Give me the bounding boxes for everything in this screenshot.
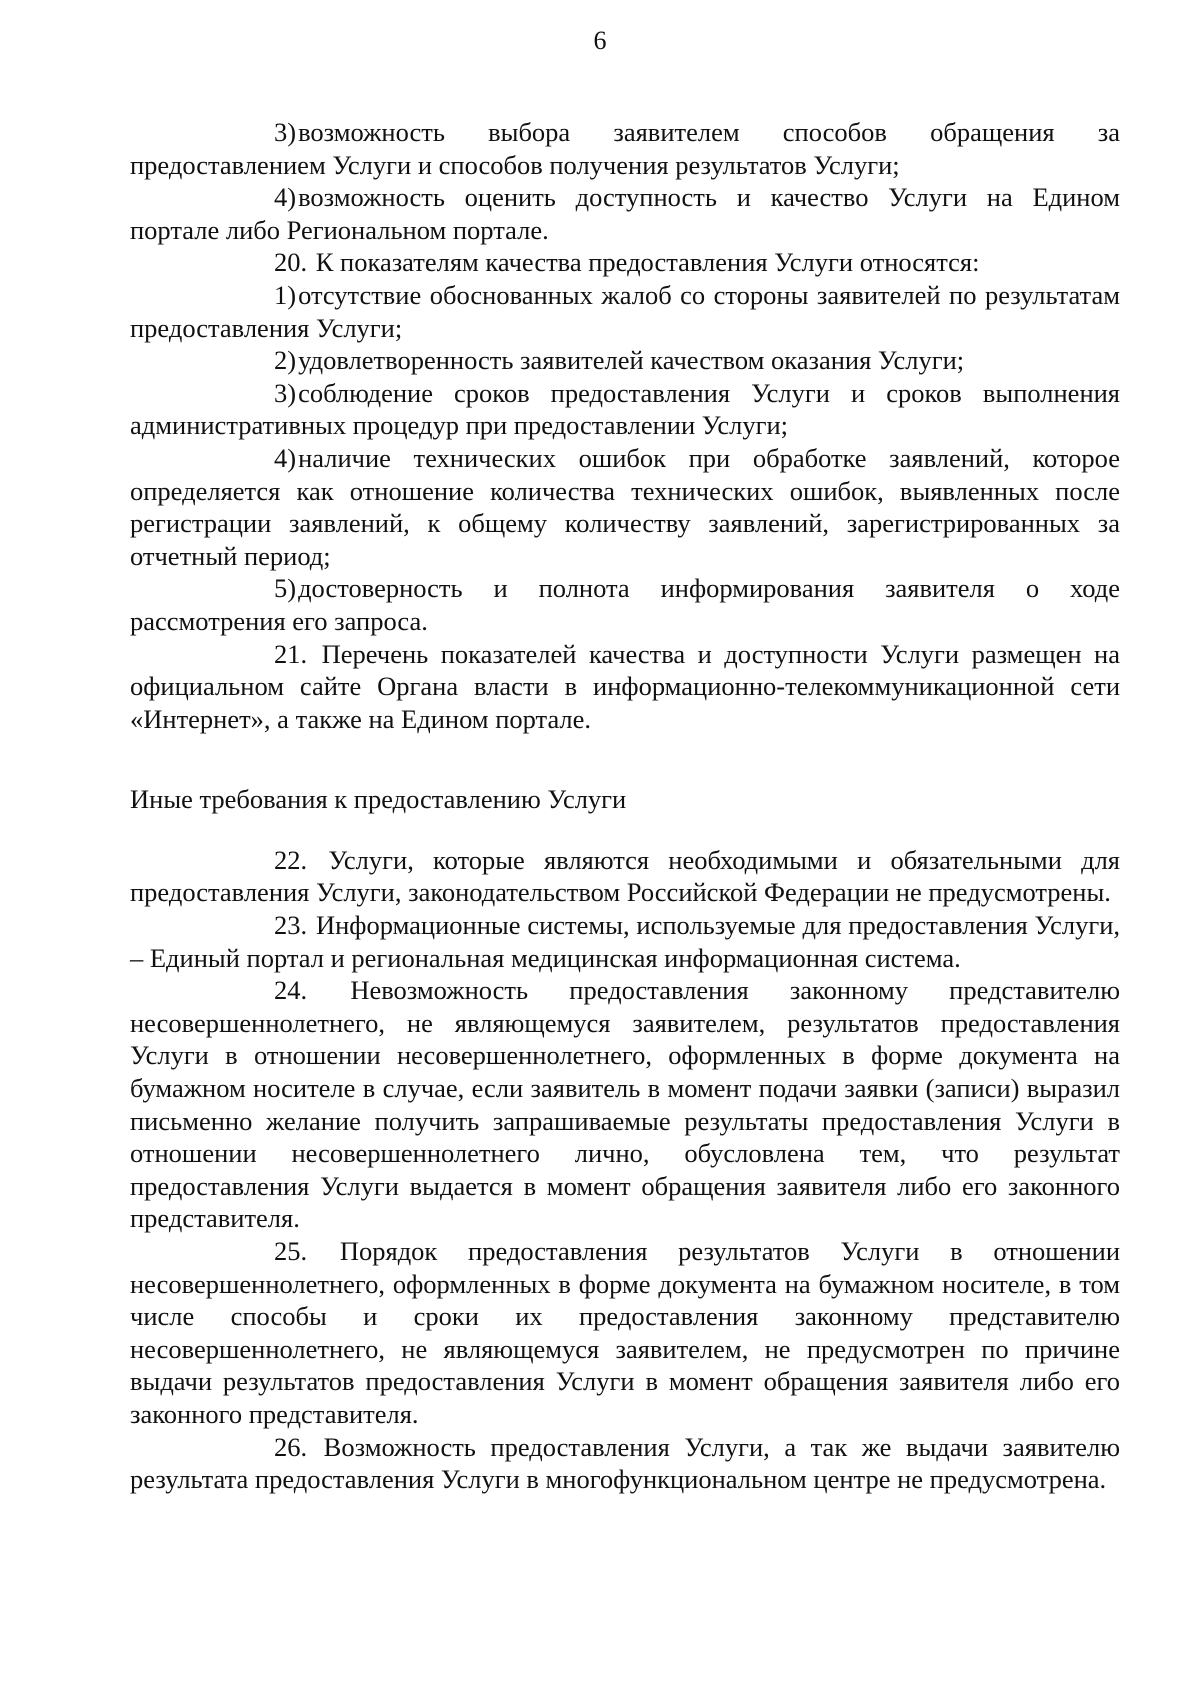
clause-text: Услуги, которые являются необходимыми и обязательными для предоставления Услуги, законодательством Российской Федерации не предусмотрены. — [130, 844, 1120, 908]
clause-26 — [130, 1431, 1120, 1496]
item-text: наличие технических ошибок при обработке заявлений, которое определяется как отношение количества технических ошибок, выявленных после регистрации заявлений, к общему количеству заявлений, зарегистрированных за отчетный период; — [130, 442, 1120, 571]
clause-24 — [130, 974, 1120, 1235]
item-number: 3) — [274, 377, 297, 408]
clause-21 — [130, 638, 1120, 736]
clause-22 — [130, 844, 1120, 909]
list-item-3-deadlines — [130, 377, 1120, 442]
item-number: 2) — [274, 345, 297, 376]
clause-number: 20. — [274, 247, 308, 278]
item-text: отсутствие обоснованных жалоб со стороны заявителей по результатам предоставления Услуги; — [130, 279, 1120, 343]
clause-text: Невозможность предоставления законному представителю несовершеннолетнего, не являющемуся заявителем, результатов предоставления Услуги в отношении несовершеннолетнего, оформленных в форме документа на бумажном носителе в случае, если заявитель в момент подачи заявки (записи) выразил письменно желание получить запрашиваемые результаты предоставления Услуги в отношении несовершеннолетнего лично, обусловлена тем, что результат предоставления Услуги выдается в момент обращения заявителя либо его законного представителя. — [130, 975, 1120, 1234]
list-item-4-rating — [130, 181, 1120, 246]
clause-20 — [130, 246, 1120, 279]
item-text: возможность оценить доступность и качество Услуги на Едином портале либо Региональном портале. — [130, 182, 1120, 245]
item-text: соблюдение сроков предоставления Услуги и сроков выполнения административных процедур при предоставлении Услуги; — [130, 377, 1120, 441]
item-text: удовлетворенность заявителей качеством оказания Услуги; — [298, 345, 965, 376]
clause-text: Информационные системы, используемые для предоставления Услуги, – Единый портал и региональная медицинская информационная система. — [130, 910, 1120, 973]
page-number: 6 — [593, 26, 607, 55]
clause-text: Возможность предоставления Услуги, а так же выдачи заявителю результата предоставления Услуги в многофункциональном центре не предусмотрена. — [130, 1431, 1121, 1495]
clause-number: 25. — [274, 1236, 308, 1266]
list-item-4-errors — [130, 442, 1120, 572]
clause-text: Перечень показателей качества и доступности Услуги размещен на официальном сайте Органа власти в информационно-телекоммуникационной сети «Интернет», а также на Едином портале. — [130, 638, 1121, 734]
item-text: возможность выбора заявителем способов обращения за предоставлением Услуги и способов получения результатов Услуги; — [130, 117, 1120, 180]
clause-number: 22. — [274, 844, 308, 875]
list-item-1-complaints — [130, 279, 1120, 344]
clause-number: 23. — [274, 910, 308, 941]
clause-number: 24. — [274, 975, 308, 1006]
clause-25 — [130, 1235, 1120, 1431]
item-number: 5) — [274, 573, 297, 604]
clause-23 — [130, 909, 1120, 974]
clause-text: Порядок предоставления результатов Услуги в отношении несовершеннолетнего, оформленных в форме документа на бумажном носителе, в том числе способы и сроки их предоставления законному представителю несовершеннолетнего, не являющемуся заявителем, не предусмотрен по причине выдачи результатов предоставления Услуги в момент обращения заявителя либо его законного представителя. — [130, 1236, 1120, 1429]
item-number: 4) — [274, 442, 297, 473]
list-item-3-choice — [130, 116, 1120, 181]
clause-text: К показателям качества предоставления Услуги относятся: — [315, 247, 980, 278]
clause-number: 26. — [274, 1431, 308, 1462]
section-heading: Иные требования к предоставлению Услуги — [130, 784, 627, 815]
list-item-2-satisfaction — [130, 344, 1120, 377]
item-number: 4) — [274, 182, 297, 213]
clause-number: 21. — [274, 638, 308, 669]
item-number: 1) — [274, 279, 297, 310]
document-body — [130, 116, 1120, 1496]
list-item-5-informing — [130, 572, 1120, 637]
item-text: достоверность и полнота информирования заявителя о ходе рассмотрения его запроса. — [130, 573, 1120, 636]
item-number: 3) — [274, 117, 297, 147]
